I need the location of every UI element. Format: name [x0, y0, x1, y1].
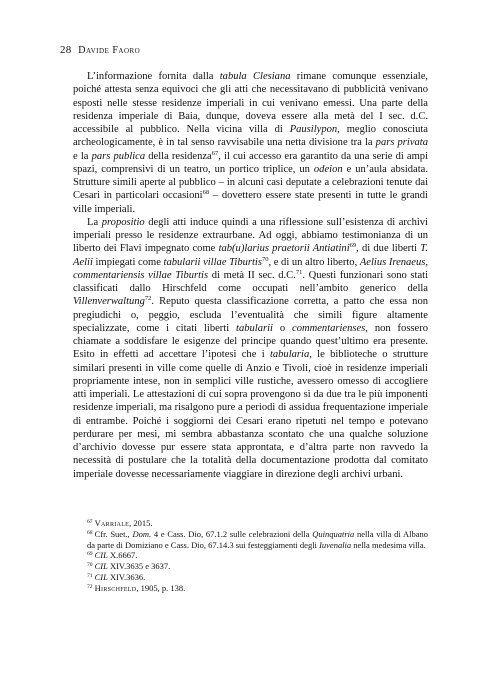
footnote-ref[interactable]: 72 [144, 295, 152, 303]
text-run: , e di un altro liberto, [268, 256, 360, 268]
text-run: XIV.3635 e 3637. [107, 561, 171, 572]
footnote-number: 72 [87, 583, 93, 590]
italic-text: Villenverwaltung [73, 296, 145, 308]
footnote [73, 529, 428, 551]
italic-text: T. Aelii [73, 243, 428, 268]
footnote-number: 68 [87, 529, 93, 536]
italic-text: commentarienses [292, 322, 366, 334]
text-run: e un’aula absidata. Strutture simili aperte al pubblico – in alcuni casi deputate a celebrazioni tenute dai Cesari in particolari occasioni [73, 163, 428, 202]
italic-text: Pausilypon [289, 124, 338, 135]
text-run: nella villa di Albano da parte di Domiziano e Cass. Dio, 67.14.3 sui festeggiamenti degli [87, 528, 428, 550]
footnote-ref[interactable]: 71 [295, 268, 303, 276]
text-run: della residenza [145, 150, 212, 162]
footnote-ref[interactable]: 68 [202, 189, 210, 197]
footnote-ref[interactable]: 67 [211, 149, 219, 157]
text-run: rimane comunque essenziale, poiché attesta senza equivoci che gli atti che necessitavano di pubblicità venivano esposti nelle stesse residenze imperiali in cui venivano emessi. Una parte della residenza imperiale di Baia, dunque, doveva essere alla metà del I sec. d.C. accessibile al pubblico. Nella vicina villa di [73, 71, 429, 135]
footnote [73, 561, 428, 572]
text-run: XIV.3636. [107, 571, 146, 582]
small-caps-text: Varriale [94, 518, 130, 528]
italic-text: odeion [313, 163, 343, 175]
italic-text: tabularii villae Tiburtis [163, 256, 262, 268]
small-caps-text: Hirschfeld [94, 582, 137, 593]
text-run: , [425, 256, 429, 268]
italic-text: tabula Clesiana [219, 71, 291, 82]
footnote-number: 71 [87, 572, 93, 579]
italic-text: commentariensis villae Tiburtis [73, 269, 209, 281]
italic-text: tabularia [269, 349, 310, 361]
footnotes [73, 518, 428, 594]
italic-text: Iuvenalia [319, 539, 352, 550]
italic-text: pars privata [375, 137, 428, 149]
italic-text: CIL [94, 561, 108, 572]
italic-text: Dom. [132, 528, 152, 539]
text-run: o [272, 322, 293, 334]
text-run: nella medesima villa. [351, 539, 426, 550]
text-run: , il cui accesso era garantito da una serie di ampi spazi, comprensivi di un teatro, un portico triplice, un [73, 150, 429, 175]
footnote-number: 70 [87, 562, 93, 569]
text-run: La [87, 216, 102, 228]
italic-text: CIL [94, 571, 108, 582]
text-run: – dovettero essere state presenti in tutte le grandi ville imperiali. [73, 190, 428, 215]
text-run: Cfr. Suet., [94, 528, 133, 539]
italic-text: tab(u)larius praetorii Antiatini [218, 243, 350, 255]
italic-text: CIL [94, 550, 108, 561]
footnote [73, 518, 428, 529]
text-run: , le biblioteche o strutture similari presenti in ville come quelle di Anzio e Tivoli, cioè in residenze imperiali propriamente intese, non in semplici ville rustiche, avessero omesso di accogliere atti imperiali. Le attestazioni di cui sopra provengono sì da due tra le più imponenti residenze imperiali, ma risalgono pure a periodi di assidua frequentazione imperiale di entrambe. Poiché i soggiorni dei Cesari erano ripetuti nel tempo e potevano perdurare per mesi, mi sembra abbastanza scontato che una qualche soluzione d’archivio dovesse pur essere stata approntata, e d’altra parte non ravvedo la necessità di postulare che la totalità della documentazione prodotta dal comitato imperiale dovesse necessariamente viaggiare in direzione degli archivi urbani. [73, 349, 429, 480]
text-run: , meglio conosciuta archeologicamente, è in tal senso ravvisabile una netta divisione tra la [73, 124, 428, 149]
running-header [60, 44, 140, 56]
text-run: . Reputo questa classificazione corretta, a patto che essa non pregiudichi o, peggio, escluda l’eventualità che simili figure altamente specializzate, come i citati liberti [73, 296, 428, 334]
text-run: , 1905, p. 138. [136, 582, 186, 593]
footnote-number: 69 [87, 551, 93, 558]
italic-text: Quinquatria [312, 528, 355, 539]
footnote [73, 572, 428, 583]
text-run: , non fossero chiamate a soddisfare le esigenze del principe quando quest’ultimo era presente. Esito in effetti ad accettare l’ipotesi che i [73, 322, 428, 361]
footnote [73, 583, 428, 594]
text-run: L’informazione fornita dalla [87, 71, 220, 82]
text-run: 4 e Cass. Dio, 67.1.2 sulle celebrazioni della [151, 528, 313, 539]
footnote-number: 67 [87, 519, 93, 525]
paragraph [73, 70, 428, 216]
main-text [73, 70, 428, 481]
page-number: 28 [60, 44, 72, 56]
text-run: impiegati come [92, 256, 164, 268]
paragraph [73, 216, 428, 481]
text-run: , di due liberti [356, 243, 421, 255]
text-run: . Questi funzionari sono stati classificati dallo Hirschfeld come occupati nell’ambito generico della [73, 269, 429, 294]
italic-text: pars publica [91, 150, 146, 162]
italic-text: propositio [101, 216, 145, 228]
footnote [73, 550, 428, 561]
text-run: X.6667. [107, 550, 138, 561]
text-run: degli atti induce quindi a una riflessione sull’esistenza di archivi imperiali presso le residenze extraurbane. Ad oggi, abbiamo testimonianza di un liberto dei Flavi impegnato come [73, 216, 428, 255]
footnote-ref[interactable]: 69 [349, 242, 357, 250]
running-author: Davide Faoro [78, 45, 141, 56]
text-run: e la [73, 150, 92, 162]
italic-text: Aelius Irenaeus [359, 256, 426, 268]
italic-text: tabularii [236, 322, 273, 334]
text-run: di metà II sec. d.C. [208, 269, 296, 281]
footnote-ref[interactable]: 70 [261, 255, 269, 263]
text-run: , 2015. [129, 518, 153, 528]
